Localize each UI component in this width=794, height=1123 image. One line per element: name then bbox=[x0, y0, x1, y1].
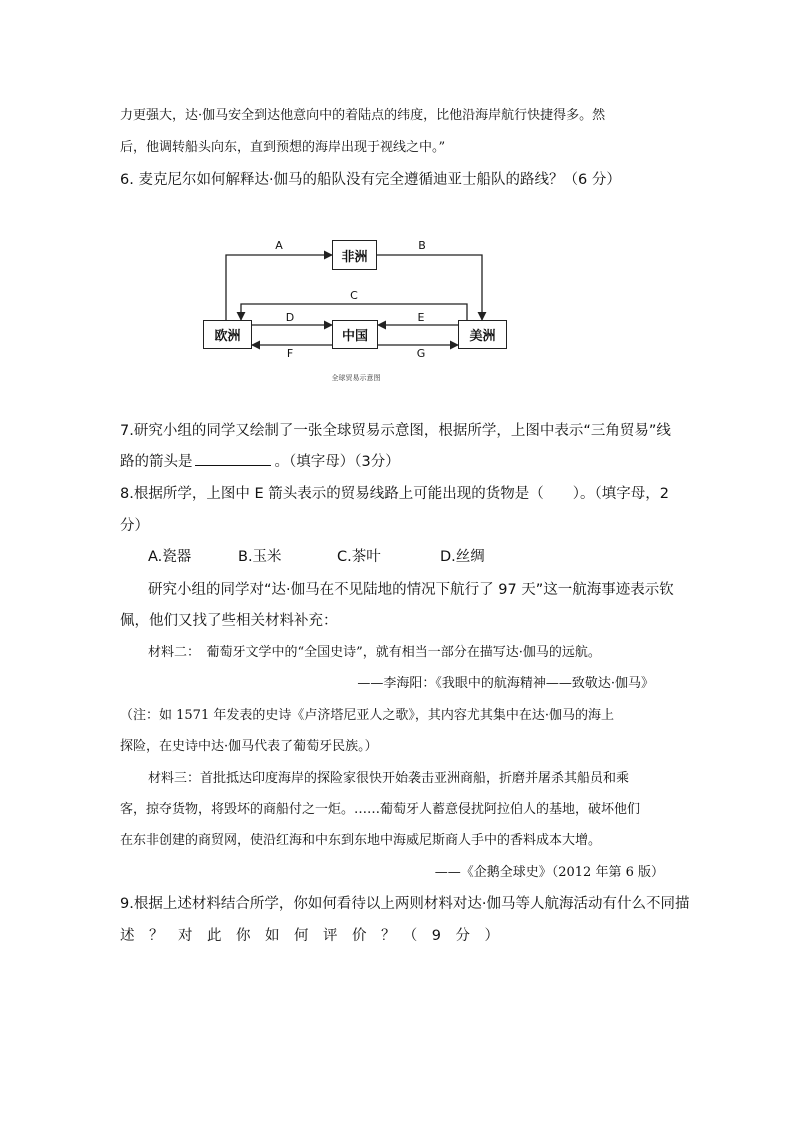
option-c: C.茶叶 bbox=[337, 549, 381, 565]
label-D: D bbox=[285, 311, 295, 324]
material-3-line-1: 材料三：首批抵达印度海岸的探险家很快开始袭击亚洲商船，折磨并屠杀其船员和乘 bbox=[148, 771, 630, 786]
material-3-line-3: 在东非创建的商贸网，使沿红海和中东到东地中海威尼斯商人手中的香料成本大增。 bbox=[120, 833, 602, 848]
question-7-line-2 bbox=[120, 450, 400, 471]
material-3-line-2: 客，掠夺货物，将毁坏的商船付之一炬。……葡萄牙人蓄意侵扰阿拉伯人的基地，破坏他们 bbox=[120, 802, 641, 817]
option-d: D.丝绸 bbox=[440, 549, 485, 565]
passage-line-1: 力更强大，达·伽马安全到达他意向中的着陆点的纬度，比他沿海岸航行快捷得多。然 bbox=[120, 108, 606, 123]
question-7-prefix: 路的箭头是 bbox=[120, 454, 193, 470]
intro-line-1: 研究小组的同学对“达·伽马在不见陆地的情况下航行了 97 天”这一航海事迹表示钦 bbox=[148, 582, 674, 598]
node-america: 美洲 bbox=[458, 320, 507, 349]
intro-line-2: 佩，他们又找了些相关材料补充： bbox=[120, 613, 338, 629]
node-europe: 欧洲 bbox=[203, 320, 252, 349]
arrow-B bbox=[377, 255, 482, 320]
question-9-line-2: 述 ？ 对 此 你 如 何 评 价 ？ （ 9 分 ） bbox=[120, 928, 499, 944]
diagram-caption: 全球贸易示意图 bbox=[331, 374, 381, 382]
node-africa: 非洲 bbox=[332, 240, 377, 270]
material-2-note-2: 探险，在史诗中达·伽马代表了葡萄牙民族。） bbox=[120, 739, 378, 754]
material-2-line-1: 材料二： 葡萄牙文学中的“全国史诗”，就有相当一部分在描写达·伽马的远航。 bbox=[148, 645, 601, 660]
question-7-suffix: 。（填字母）（3分） bbox=[274, 454, 400, 470]
option-a: A.瓷器 bbox=[148, 549, 192, 565]
label-C: C bbox=[350, 289, 358, 302]
question-7-line-1: 7.研究小组的同学又绘制了一张全球贸易示意图，根据所学，上图中表示“三角贸易”线 bbox=[120, 423, 671, 439]
node-china: 中国 bbox=[332, 320, 378, 349]
label-A: A bbox=[275, 239, 283, 252]
option-b: B.玉米 bbox=[238, 549, 282, 565]
material-2-source: ——李海阳：《我眼中的航海精神——致敬达·伽马》 bbox=[357, 676, 654, 691]
material-3-source: ——《企鹅全球史》（2012 年第 6 版） bbox=[434, 865, 664, 880]
question-8-line-1: 8.根据所学，上图中 E 箭头表示的贸易线路上可能出现的货物是（ ）。（填字母，2 bbox=[120, 486, 669, 502]
label-F: F bbox=[286, 347, 294, 360]
question-8-line-2: 分） bbox=[120, 518, 149, 534]
answer-blank[interactable] bbox=[195, 453, 271, 466]
question-6: 6. 麦克尼尔如何解释达·伽马的船队没有完全遵循迪亚士船队的路线？（6 分） bbox=[120, 172, 621, 188]
arrow-C bbox=[241, 304, 467, 320]
label-E: E bbox=[417, 311, 425, 324]
question-9-line-1: 9.根据上述材料结合所学，你如何看待以上两则材料对达·伽马等人航海活动有什么不同描 bbox=[120, 896, 690, 912]
label-G: G bbox=[416, 347, 426, 360]
passage-line-2: 后，他调转船头向东，直到预想的海岸出现于视线之中。” bbox=[120, 140, 446, 155]
arrow-A bbox=[226, 255, 332, 320]
material-2-note-1: （注：如 1571 年发表的史诗《卢济塔尼亚人之歌》，其内容尤其集中在达·伽马的海上 bbox=[120, 708, 614, 723]
label-B: B bbox=[418, 239, 426, 252]
